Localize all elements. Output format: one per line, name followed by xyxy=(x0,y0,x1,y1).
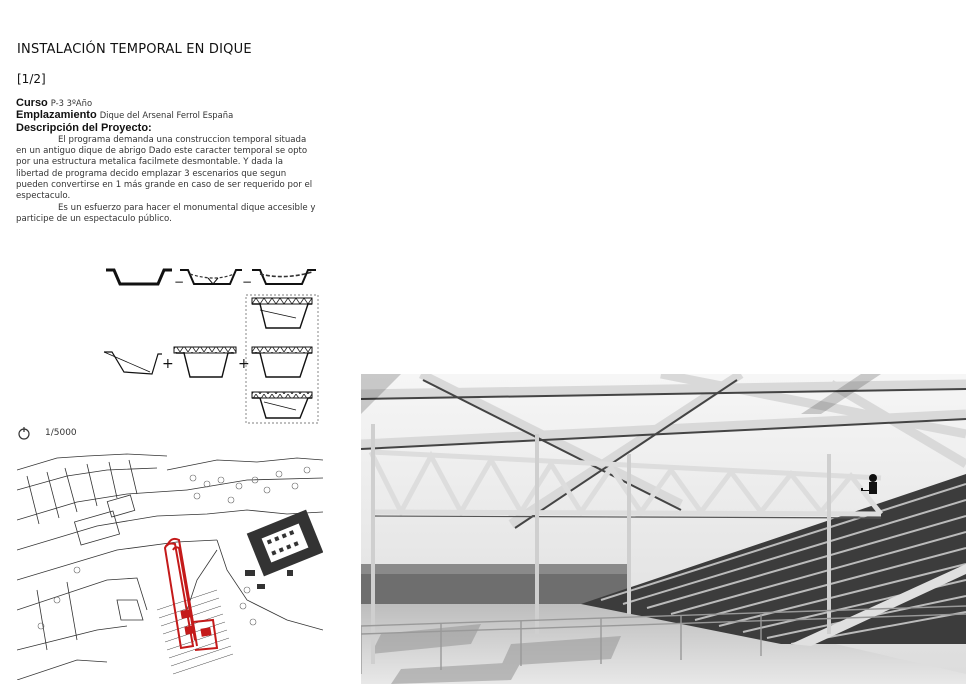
perspective-render xyxy=(361,374,966,684)
section-stage-option-2 xyxy=(252,347,312,377)
site-plan-map xyxy=(17,450,323,680)
page-title: INSTALACIÓN TEMPORAL EN DIQUE xyxy=(17,42,252,57)
scale-label: 1/5000 xyxy=(45,428,77,438)
section-dock-ramp xyxy=(104,352,162,374)
minus-operator-1: − xyxy=(174,275,185,289)
descripcion-row xyxy=(16,123,316,135)
description-paragraph-2: Es un esfuerzo para hacer el monumental dique accesible y participe de un espectaculo público. xyxy=(16,202,316,224)
curso-value: P-3 3ºAño xyxy=(50,98,93,108)
section-empty-dock xyxy=(106,270,172,284)
section-stage-option-1 xyxy=(252,298,312,328)
section-dock-truss xyxy=(174,347,236,377)
plus-operator-2: + xyxy=(238,356,250,372)
minus-operator-2: − xyxy=(242,275,253,289)
section-dock-water-line xyxy=(252,270,316,284)
descripcion-label: Descripción del Proyecto: xyxy=(16,121,152,134)
sheet-number: [1/2] xyxy=(17,72,46,86)
project-info xyxy=(16,98,316,225)
curso-label: Curso xyxy=(16,97,48,109)
emplazamiento-value: Dique del Arsenal Ferrol España xyxy=(99,110,234,121)
map-scale xyxy=(17,426,77,440)
concept-diagram xyxy=(100,262,330,432)
north-arrow-icon xyxy=(17,426,31,440)
emplazamiento-label: Emplazamiento xyxy=(16,109,97,122)
section-dock-flooded xyxy=(180,270,242,284)
section-stage-option-3 xyxy=(252,392,312,418)
description-paragraph-1: El programa demanda una construccion temporal situada en un antiguo dique de abrigo Dado este caracter temporal se opto por una estructura metalica facilmete desmontable. Y dada la libertad de programa decido emplazar 3 escenarios que segun pueden convertirse en 1 más grande en caso de ser requerido por el espectaculo. xyxy=(16,134,313,202)
plus-operator-1: + xyxy=(162,356,174,372)
option-box xyxy=(246,295,318,423)
